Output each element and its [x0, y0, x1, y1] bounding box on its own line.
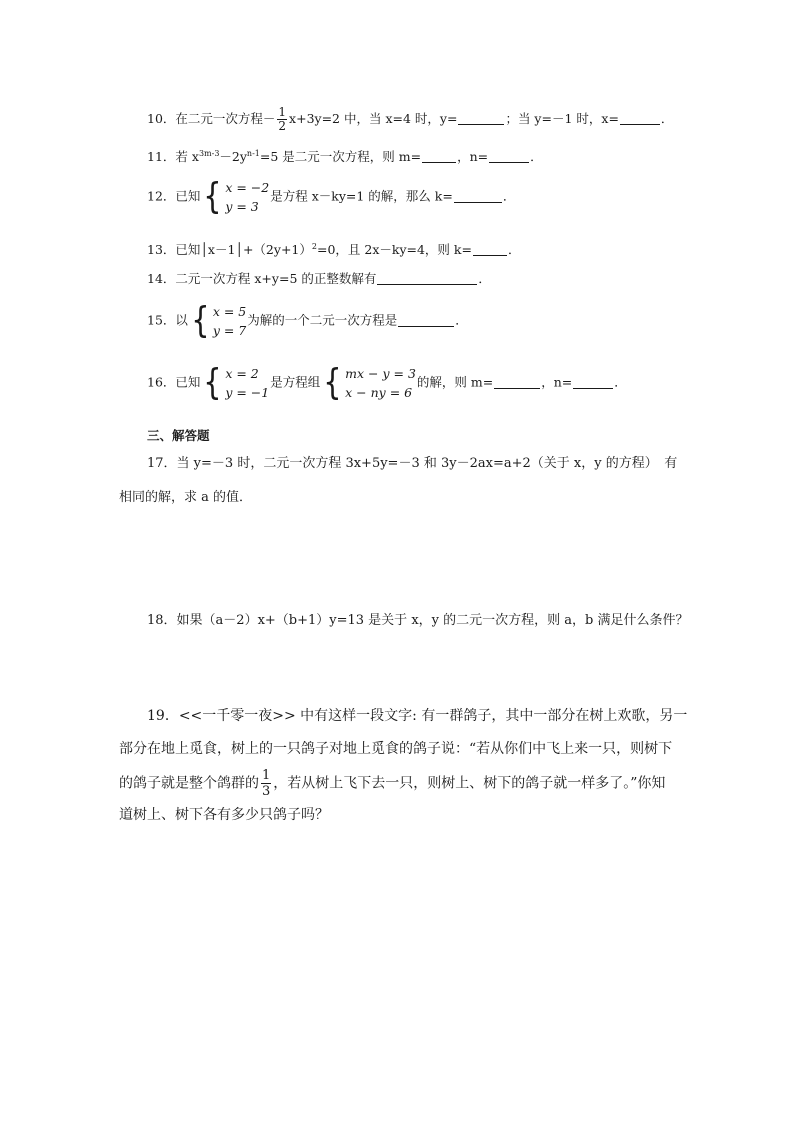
- answer-blank[interactable]: [494, 375, 540, 389]
- question-17-line1: 17．当 y=－3 时，二元一次方程 3x+5y=－3 和 3y－2ax=a+2（关于 x，y 的方程） 有: [147, 456, 678, 471]
- question-12: 12．已知 { x = −2 y = 3 是方程 x－ky=1 的解，那么 k= ．: [147, 176, 516, 217]
- answer-blank[interactable]: [489, 149, 529, 163]
- section-heading: 三、解答题: [147, 428, 210, 443]
- fraction: $\frac{1}{2}$: [278, 105, 287, 133]
- question-18: 18．如果（a－2）x+（b+1）y=13 是关于 x，y 的二元一次方程，则 a，b 满足什么条件？: [147, 613, 689, 628]
- question-17-line2: 相同的解，求 a 的值．: [119, 490, 253, 505]
- answer-blank[interactable]: [398, 313, 454, 327]
- answer-blank[interactable]: [422, 149, 456, 163]
- left-brace: {: [203, 176, 223, 217]
- question-13: 13．已知$│x-1│+(2y+1)^2=0$，且 2x－ky=4，则 k= ．: [147, 242, 521, 258]
- question-19-line2: 部分在地上觅食，树上的一只鸽子对地上觅食的鸽子说：“若从你们中飞上来一只，则树下: [119, 741, 673, 757]
- question-14: 14．二元一次方程 x+y=5 的正整数解有 ．: [147, 271, 491, 286]
- left-brace: {: [323, 362, 342, 403]
- left-brace: {: [191, 300, 210, 341]
- fraction: $\frac{1}{3}$: [262, 768, 271, 799]
- question-16: 16．已知 { x = 2 y = −1 是方程组 { mx − y = 3 x − ny = 6 的解，则 m= ，n= ．: [147, 362, 627, 403]
- answer-blank[interactable]: [377, 271, 477, 285]
- equation-system: { mx − y = 3 x − ny = 6: [323, 362, 416, 403]
- answer-blank[interactable]: [454, 189, 502, 203]
- answer-blank[interactable]: [620, 111, 660, 125]
- equation-system: { x = 5 y = 7: [191, 300, 247, 341]
- answer-blank[interactable]: [573, 375, 613, 389]
- answer-blank[interactable]: [458, 111, 504, 125]
- question-15: 15．以 { x = 5 y = 7 为解的一个二元一次方程是 ．: [147, 300, 468, 341]
- answer-blank[interactable]: [473, 242, 507, 256]
- question-19-line3: 的鸽子就是整个鸽群的 $\frac{1}{3}$ ，若从树上飞下去一只，则树上、树下的鸽子就一样多了。”你知: [119, 768, 666, 799]
- equation-system: { x = 2 y = −1: [203, 362, 270, 403]
- question-19-line1: 19．<<一千零一夜>> 中有这样一段文字: 有一群鸽子，其中一部分在树上欢歌，另一: [147, 708, 688, 724]
- question-11: 11．若 $x^{3m-3}-2y^{n-1}=5$ 是二元一次方程，则 m= ，n= ．: [147, 149, 543, 165]
- question-19-line4: 道树上、树下各有多少只鸽子吗？: [119, 807, 329, 823]
- equation-system: { x = −2 y = 3: [203, 176, 270, 217]
- left-brace: {: [203, 362, 223, 403]
- question-10: 10．在二元一次方程－ $\frac{1}{2}$ x+3y=2 中，当 x=4 时，y= ；当 y=－1 时，x= ．: [147, 105, 674, 133]
